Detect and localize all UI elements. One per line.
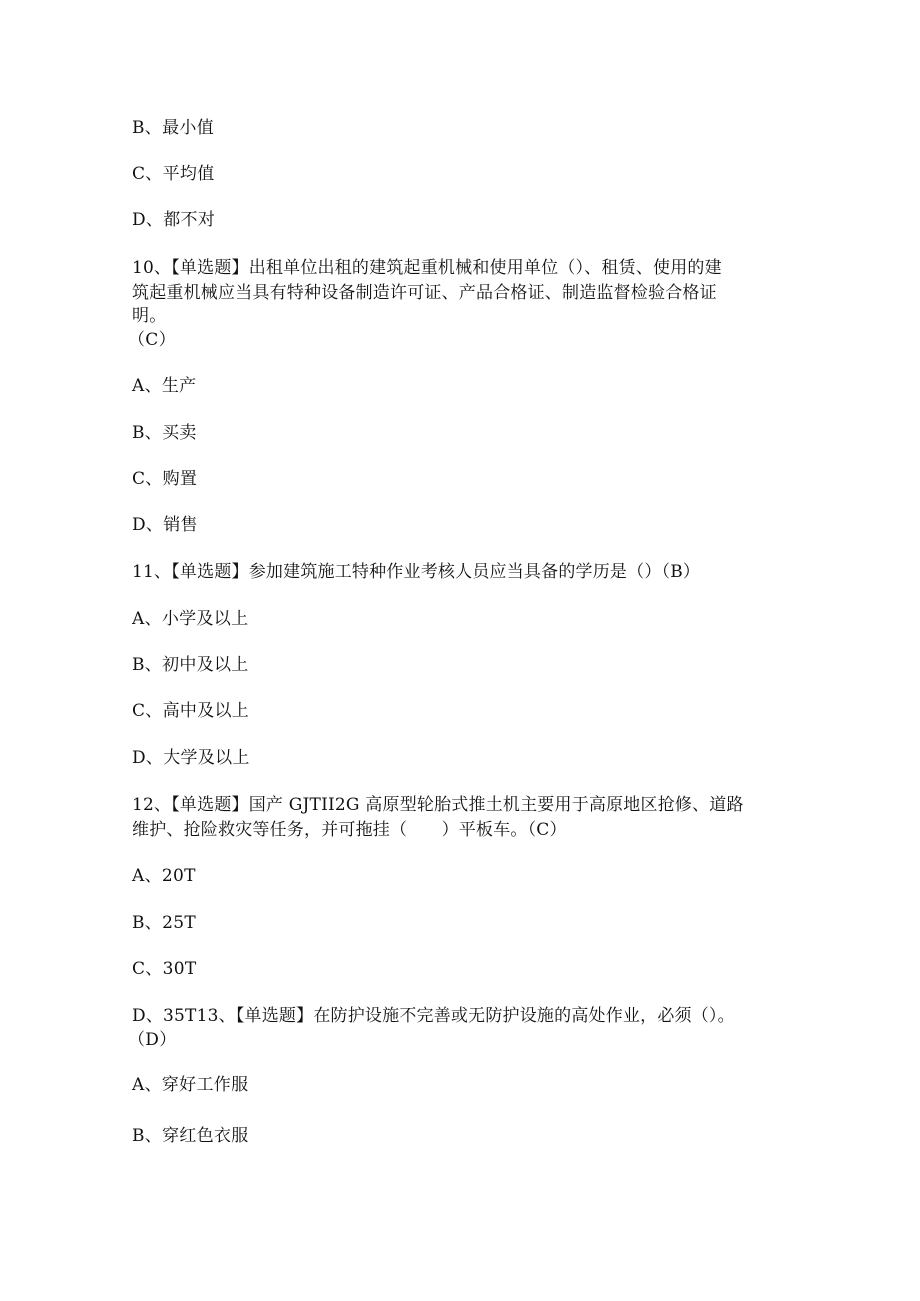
q11-text-line-1: 11、【单选题】参加建筑施工特种作业考核人员应当具备的学历是（）（B） xyxy=(132,562,701,582)
q10-option-c: C、购置 xyxy=(132,469,198,489)
q13-option-b: B、穿红色衣服 xyxy=(132,1126,249,1146)
q13-answer: （D） xyxy=(128,1030,177,1050)
q10-option-d: D、销售 xyxy=(132,515,198,535)
q10-option-a: A、生产 xyxy=(132,376,197,396)
q9-option-d: D、都不对 xyxy=(132,210,216,230)
q12-text-line-2: 维护、抢险救灾等任务，并可拖挂（ ）平板车。（C） xyxy=(132,820,567,840)
q10-option-b: B、买卖 xyxy=(132,423,197,443)
q12-option-a: A、20T xyxy=(132,866,196,886)
q10-text-line-1: 10、【单选题】出租单位出租的建筑起重机械和使用单位（）、租赁、使用的建 xyxy=(132,258,722,278)
q11-option-a: A、小学及以上 xyxy=(132,609,249,629)
q10-text-line-2: 筑起重机械应当具有特种设备制造许可证、产品合格证、制造监督检验合格证 xyxy=(132,283,717,303)
q12-option-b: B、25T xyxy=(132,913,196,933)
q11-option-d: D、大学及以上 xyxy=(132,748,250,768)
q10-answer: （C） xyxy=(128,330,176,350)
q11-option-b: B、初中及以上 xyxy=(132,655,249,675)
q9-option-c: C、平均值 xyxy=(132,164,215,184)
q11-option-c: C、高中及以上 xyxy=(132,701,250,721)
q10-text-line-3: 明。 xyxy=(132,306,167,326)
q12-option-d-and-q13-text: D、35T13、【单选题】在防护设施不完善或无防护设施的高处作业，必须（）。 xyxy=(132,1006,735,1026)
q9-option-b: B、最小值 xyxy=(132,118,214,138)
q12-option-c: C、30T xyxy=(132,959,197,979)
q13-option-a: A、穿好工作服 xyxy=(132,1075,249,1095)
q12-text-line-1: 12、【单选题】国产 GJTII2G 高原型轮胎式推土机主要用于高原地区抢修、道路 xyxy=(132,795,744,815)
